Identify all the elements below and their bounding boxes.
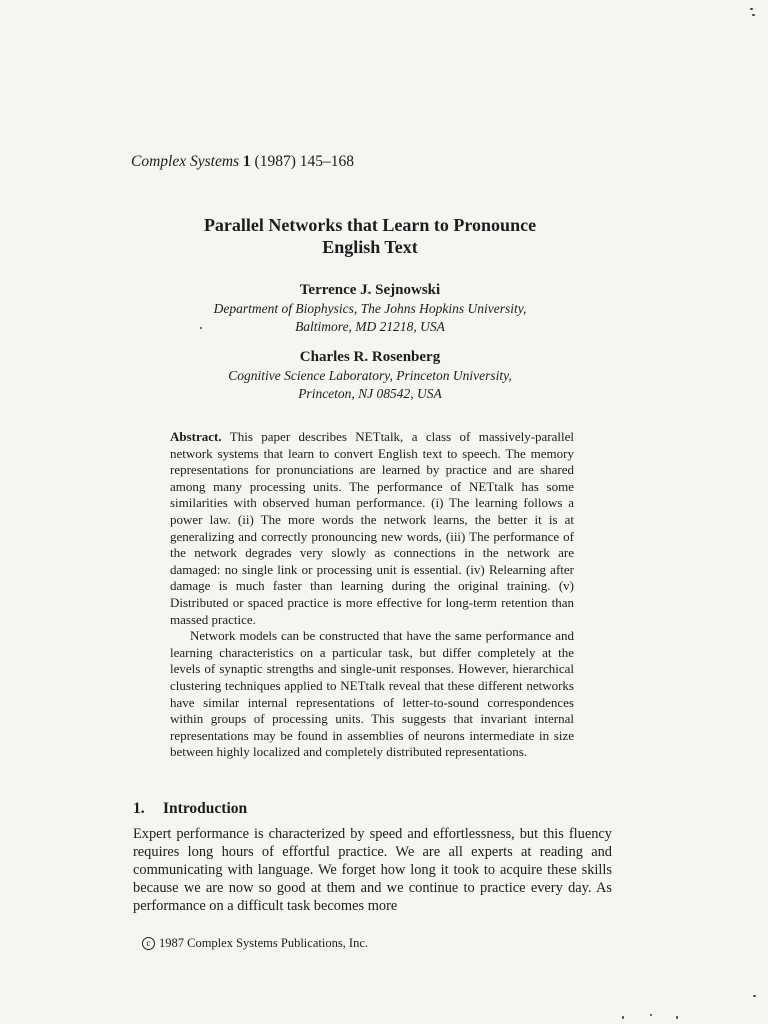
abstract-text-1: This paper describes NETtalk, a class of massively-parallel network systems that learn to convert English text to speech. The memory representations for pronunciations are learned by practice and are shared among many processing units. The performance of NETtalk has some similarities with observed human performance. (i) The learning follows a power law. (ii) The more words the network learns, the better it is at generalizing and correctly pronouncing new words, (iii) The performance of the network degrades very slowly as connections in the network are damaged: no single link or processing unit is essential. (iv) Relearning after damage is much faster than learning during the original training. (v) Distributed or spaced practice is more effective for long-term retention than massed practice. — [170, 429, 575, 627]
copyright-text: 1987 Complex Systems Publications, Inc. — [159, 936, 369, 950]
title-line-2: English Text — [322, 237, 418, 257]
journal-name: Complex Systems — [131, 153, 240, 170]
paper-title — [140, 214, 600, 258]
author-block-1 — [140, 280, 600, 336]
journal-citation — [131, 153, 354, 171]
abstract-label: Abstract. — [170, 429, 222, 444]
scan-speck — [200, 327, 202, 329]
journal-year-pages: (1987) 145–168 — [254, 153, 354, 170]
author-affiliation-line-2: Princeton, NJ 08542, USA — [298, 386, 442, 401]
scan-speck — [676, 1016, 678, 1019]
author-name: Terrence J. Sejnowski — [299, 282, 441, 298]
copyright-icon: c — [142, 937, 155, 950]
section-title: Introduction — [163, 800, 248, 817]
abstract — [170, 429, 574, 761]
scan-speck — [622, 1016, 624, 1019]
author-affiliation-line-1: Department of Biophysics, The Johns Hopkins University, — [213, 301, 527, 316]
author-block-2 — [140, 347, 600, 403]
section-number: 1. — [133, 800, 145, 817]
scan-speck — [750, 8, 753, 10]
abstract-paragraph-2: Network models can be constructed that have the same performance and learning characteristics on a particular task, but differ completely at the levels of synaptic strengths and single-unit responses. However, hierarchical clustering techniques applied to NETtalk reveal that these different networks have similar internal representations of letter-to-sound correspondences within groups of processing units. This suggests that invariant internal representations may be found in assemblies of neurons intermediate in size between highly localized and completely distributed representations. — [170, 628, 574, 760]
abstract-paragraph-1 — [170, 429, 574, 628]
author-affiliation-line-1: Cognitive Science Laboratory, Princeton University, — [228, 368, 512, 383]
scan-speck — [752, 14, 755, 16]
journal-volume: 1 — [242, 153, 251, 170]
scan-speck — [650, 1014, 652, 1016]
section-heading — [133, 800, 247, 818]
author-name: Charles R. Rosenberg — [299, 349, 441, 365]
title-line-1: Parallel Networks that Learn to Pronounce — [203, 215, 537, 235]
author-affiliation-line-2: Baltimore, MD 21218, USA — [295, 319, 445, 334]
copyright-footer — [142, 936, 368, 951]
scan-speck — [753, 995, 756, 997]
intro-paragraph: Expert performance is characterized by speed and effortlessness, but this fluency requires long hours of effortful practice. We are all experts at reading and communicating with language. We forget how long it took to acquire these skills because we are now so good at them and we continue to practice every day. As performance on a difficult task becomes more — [133, 826, 612, 914]
